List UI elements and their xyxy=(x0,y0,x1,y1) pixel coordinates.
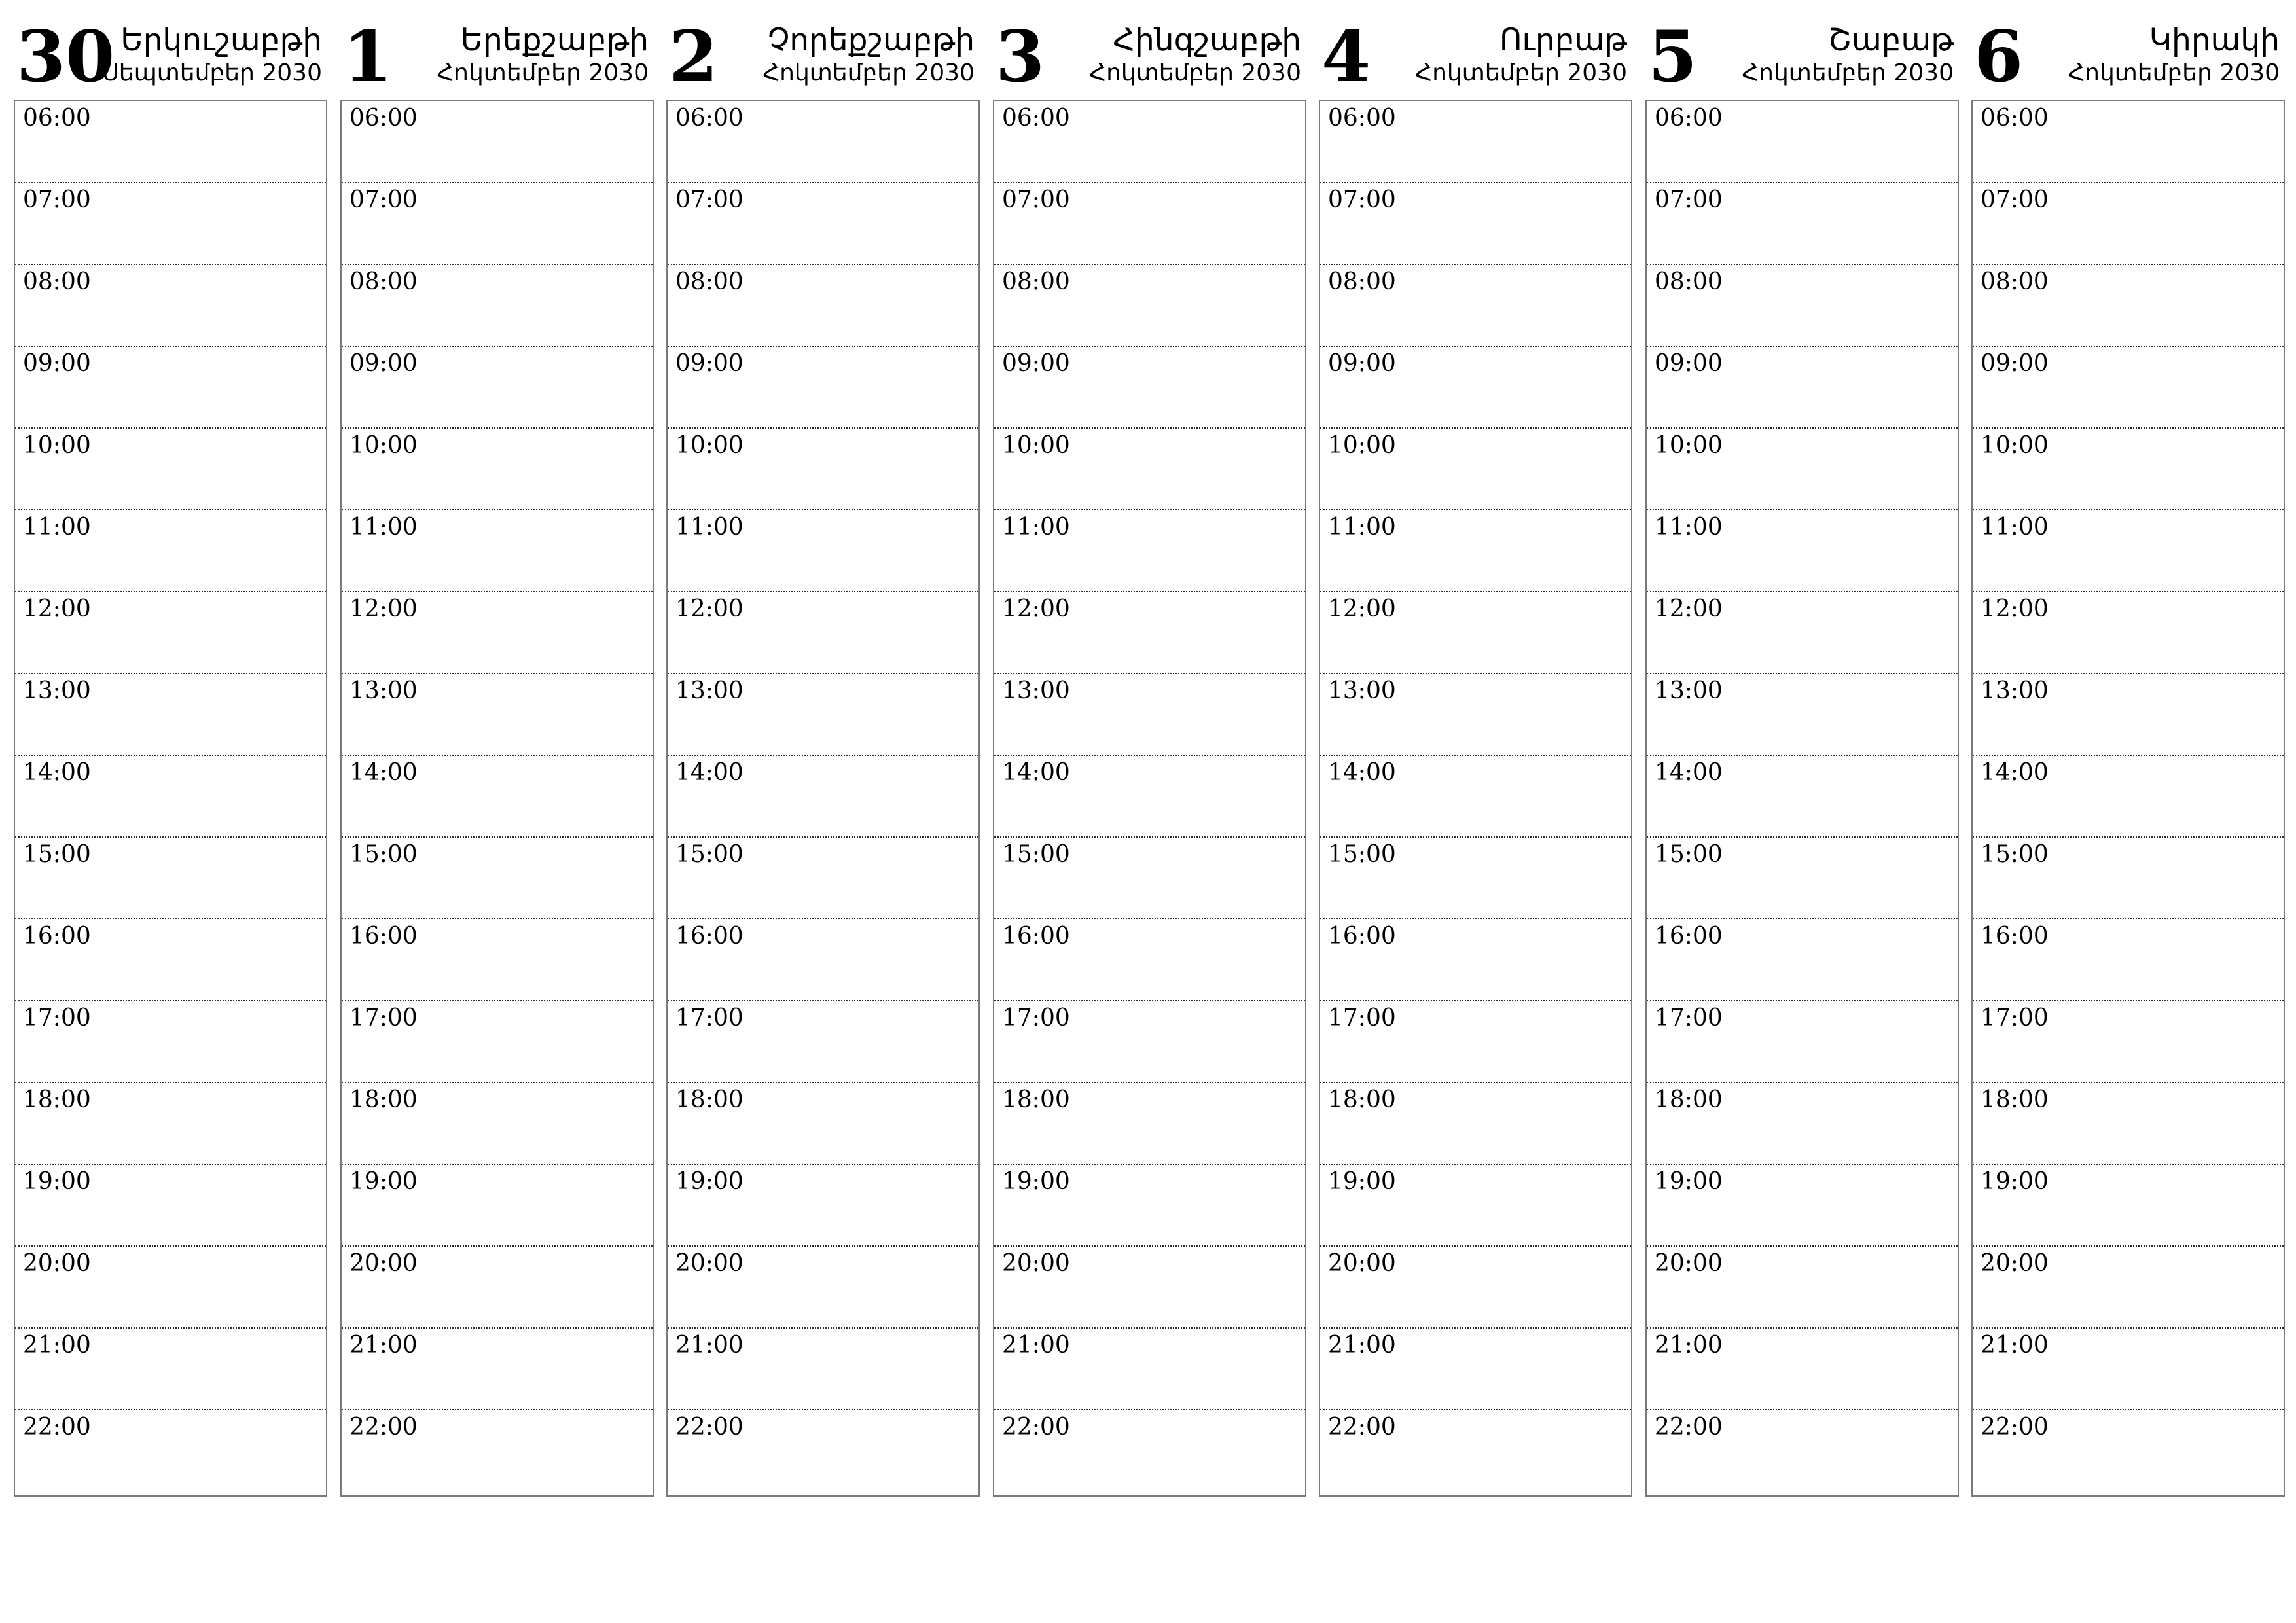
time-label: 15:00 xyxy=(1328,841,1396,868)
time-slot[interactable] xyxy=(994,1329,1305,1410)
time-label: 11:00 xyxy=(675,514,744,541)
time-slot[interactable] xyxy=(15,347,326,429)
time-label: 10:00 xyxy=(1655,432,1723,459)
time-label: 06:00 xyxy=(1002,105,1070,132)
time-slot[interactable] xyxy=(1320,674,1631,756)
day-month-year: Հոկտեմբեր 2030 xyxy=(2068,60,2280,86)
time-label: 13:00 xyxy=(1655,677,1723,704)
time-label: 20:00 xyxy=(1981,1250,2049,1277)
time-slot[interactable] xyxy=(668,1329,978,1410)
time-label: 14:00 xyxy=(1655,759,1723,786)
time-slot[interactable] xyxy=(1973,919,2284,1001)
time-slot[interactable] xyxy=(668,1247,978,1329)
time-slot[interactable] xyxy=(342,1329,653,1410)
day-number: 1 xyxy=(343,16,393,98)
time-slot[interactable] xyxy=(1647,1247,1958,1329)
time-slot[interactable] xyxy=(15,183,326,265)
time-slot[interactable] xyxy=(1320,592,1631,674)
time-label: 16:00 xyxy=(1655,923,1723,950)
time-label: 09:00 xyxy=(1981,350,2049,377)
time-slot[interactable] xyxy=(1647,1165,1958,1247)
time-slot[interactable] xyxy=(1973,756,2284,838)
time-slot[interactable] xyxy=(1320,1165,1631,1247)
time-slot[interactable] xyxy=(15,1329,326,1410)
time-slot[interactable] xyxy=(342,1083,653,1165)
time-label: 18:00 xyxy=(1655,1086,1723,1113)
time-label: 14:00 xyxy=(675,759,744,786)
time-slot[interactable] xyxy=(1973,183,2284,265)
time-label: 08:00 xyxy=(1328,268,1396,295)
time-label: 17:00 xyxy=(23,1005,91,1031)
time-label: 18:00 xyxy=(23,1086,91,1113)
time-label: 20:00 xyxy=(1655,1250,1723,1277)
time-label: 20:00 xyxy=(675,1250,744,1277)
time-slot[interactable] xyxy=(1320,429,1631,510)
time-slot[interactable] xyxy=(1320,1083,1631,1165)
time-slot[interactable] xyxy=(15,1083,326,1165)
time-label: 07:00 xyxy=(1981,187,2049,213)
time-slot[interactable] xyxy=(15,101,326,183)
day-schedule-box xyxy=(1319,100,1632,1497)
time-slot[interactable] xyxy=(15,429,326,510)
time-label: 13:00 xyxy=(23,677,91,704)
time-slot[interactable] xyxy=(1647,510,1958,592)
time-label: 22:00 xyxy=(675,1414,744,1440)
time-label: 14:00 xyxy=(1002,759,1070,786)
time-label: 21:00 xyxy=(675,1332,744,1359)
time-label: 15:00 xyxy=(1002,841,1070,868)
time-label: 22:00 xyxy=(1981,1414,2049,1440)
time-label: 09:00 xyxy=(1002,350,1070,377)
time-label: 17:00 xyxy=(1002,1005,1070,1031)
time-label: 13:00 xyxy=(1981,677,2049,704)
day-schedule-box xyxy=(1645,100,1959,1497)
time-label: 22:00 xyxy=(1002,1414,1070,1440)
time-slot[interactable] xyxy=(1320,1410,1631,1492)
time-label: 15:00 xyxy=(350,841,418,868)
time-slot[interactable] xyxy=(994,429,1305,510)
time-slot[interactable] xyxy=(668,838,978,919)
time-slot[interactable] xyxy=(994,347,1305,429)
time-slot[interactable] xyxy=(1647,919,1958,1001)
time-slot[interactable] xyxy=(1973,1247,2284,1329)
time-label: 19:00 xyxy=(1655,1168,1723,1195)
time-slot[interactable] xyxy=(15,674,326,756)
time-slot[interactable] xyxy=(15,592,326,674)
time-slot[interactable] xyxy=(994,1083,1305,1165)
time-slot[interactable] xyxy=(668,510,978,592)
time-slot[interactable] xyxy=(342,674,653,756)
time-label: 09:00 xyxy=(350,350,418,377)
time-label: 19:00 xyxy=(1002,1168,1070,1195)
time-label: 12:00 xyxy=(675,596,744,622)
time-slot[interactable] xyxy=(1647,756,1958,838)
day-number: 2 xyxy=(669,16,719,98)
day-header xyxy=(993,0,1306,98)
time-slot[interactable] xyxy=(1973,1165,2284,1247)
time-slot[interactable] xyxy=(1320,265,1631,347)
time-slot[interactable] xyxy=(994,674,1305,756)
time-slot[interactable] xyxy=(342,838,653,919)
time-label: 10:00 xyxy=(350,432,418,459)
time-label: 16:00 xyxy=(1328,923,1396,950)
day-schedule-box xyxy=(14,100,327,1497)
time-label: 16:00 xyxy=(1981,923,2049,950)
time-slot[interactable] xyxy=(1320,838,1631,919)
day-month-year: Հոկտեմբեր 2030 xyxy=(437,60,649,86)
time-slot[interactable] xyxy=(15,1410,326,1492)
time-label: 21:00 xyxy=(23,1332,91,1359)
time-label: 10:00 xyxy=(23,432,91,459)
day-month-year: Հոկտեմբեր 2030 xyxy=(1742,60,1954,86)
time-slot[interactable] xyxy=(668,592,978,674)
time-label: 15:00 xyxy=(675,841,744,868)
time-label: 07:00 xyxy=(350,187,418,213)
time-slot[interactable] xyxy=(1647,101,1958,183)
day-month-year: Սեպտեմբեր 2030 xyxy=(101,60,322,86)
time-label: 11:00 xyxy=(1002,514,1070,541)
day-header xyxy=(1319,0,1632,98)
time-slot[interactable] xyxy=(1320,756,1631,838)
day-schedule-box xyxy=(666,100,980,1497)
time-slot[interactable] xyxy=(15,1001,326,1083)
time-label: 12:00 xyxy=(1655,596,1723,622)
time-label: 06:00 xyxy=(23,105,91,132)
time-slot[interactable] xyxy=(1647,838,1958,919)
time-slot[interactable] xyxy=(668,101,978,183)
day-name: Երեքշաբթի xyxy=(460,22,649,58)
time-label: 14:00 xyxy=(1328,759,1396,786)
time-label: 12:00 xyxy=(1328,596,1396,622)
time-slot[interactable] xyxy=(342,919,653,1001)
day-header xyxy=(1971,0,2285,98)
time-label: 15:00 xyxy=(1981,841,2049,868)
time-slot[interactable] xyxy=(15,265,326,347)
time-label: 12:00 xyxy=(1981,596,2049,622)
time-slot[interactable] xyxy=(1320,183,1631,265)
time-label: 22:00 xyxy=(23,1414,91,1440)
day-number: 4 xyxy=(1321,16,1371,98)
time-slot[interactable] xyxy=(342,1410,653,1492)
time-slot[interactable] xyxy=(1973,592,2284,674)
time-label: 20:00 xyxy=(350,1250,418,1277)
day-name: Չորեքշաբթի xyxy=(767,22,975,58)
time-label: 17:00 xyxy=(350,1005,418,1031)
time-slot[interactable] xyxy=(994,1410,1305,1492)
day-month-year: Հոկտեմբեր 2030 xyxy=(1415,60,1627,86)
time-label: 21:00 xyxy=(1655,1332,1723,1359)
time-slot[interactable] xyxy=(342,429,653,510)
time-label: 08:00 xyxy=(350,268,418,295)
day-header xyxy=(340,0,654,98)
time-label: 10:00 xyxy=(1328,432,1396,459)
time-slot[interactable] xyxy=(1320,1247,1631,1329)
time-label: 22:00 xyxy=(1655,1414,1723,1440)
time-label: 19:00 xyxy=(1981,1168,2049,1195)
time-label: 17:00 xyxy=(1655,1005,1723,1031)
time-label: 06:00 xyxy=(350,105,418,132)
time-slot[interactable] xyxy=(15,838,326,919)
day-number: 6 xyxy=(1974,16,2024,98)
time-slot[interactable] xyxy=(342,183,653,265)
time-slot[interactable] xyxy=(1647,265,1958,347)
time-label: 13:00 xyxy=(1328,677,1396,704)
time-label: 15:00 xyxy=(23,841,91,868)
time-label: 16:00 xyxy=(675,923,744,950)
time-slot[interactable] xyxy=(668,919,978,1001)
time-label: 07:00 xyxy=(675,187,744,213)
time-label: 08:00 xyxy=(1981,268,2049,295)
time-label: 09:00 xyxy=(675,350,744,377)
time-label: 20:00 xyxy=(1002,1250,1070,1277)
day-name: Ուրբաթ xyxy=(1499,22,1627,58)
time-slot[interactable] xyxy=(668,1001,978,1083)
time-label: 12:00 xyxy=(23,596,91,622)
time-slot[interactable] xyxy=(1973,265,2284,347)
time-slot[interactable] xyxy=(1320,919,1631,1001)
day-name: Շաբաթ xyxy=(1828,22,1954,58)
time-label: 13:00 xyxy=(675,677,744,704)
time-slot[interactable] xyxy=(994,919,1305,1001)
time-slot[interactable] xyxy=(342,510,653,592)
day-header xyxy=(14,0,327,98)
time-label: 11:00 xyxy=(1981,514,2049,541)
time-label: 16:00 xyxy=(23,923,91,950)
time-label: 14:00 xyxy=(1981,759,2049,786)
time-label: 08:00 xyxy=(675,268,744,295)
day-header xyxy=(1645,0,1959,98)
time-label: 08:00 xyxy=(1002,268,1070,295)
time-slot[interactable] xyxy=(1647,1410,1958,1492)
time-label: 08:00 xyxy=(1655,268,1723,295)
time-slot[interactable] xyxy=(1973,838,2284,919)
time-slot[interactable] xyxy=(15,1165,326,1247)
time-slot[interactable] xyxy=(1647,1329,1958,1410)
time-label: 09:00 xyxy=(1328,350,1396,377)
day-month-year: Հոկտեմբեր 2030 xyxy=(762,60,975,86)
time-label: 19:00 xyxy=(675,1168,744,1195)
time-slot[interactable] xyxy=(1973,674,2284,756)
time-label: 09:00 xyxy=(1655,350,1723,377)
time-slot[interactable] xyxy=(1647,1001,1958,1083)
time-label: 14:00 xyxy=(350,759,418,786)
time-label: 12:00 xyxy=(1002,596,1070,622)
time-slot[interactable] xyxy=(668,1083,978,1165)
time-label: 18:00 xyxy=(1002,1086,1070,1113)
time-label: 22:00 xyxy=(1328,1414,1396,1440)
day-name: Երկուշաբթի xyxy=(120,22,322,58)
time-label: 20:00 xyxy=(1328,1250,1396,1277)
time-slot[interactable] xyxy=(1647,592,1958,674)
time-slot[interactable] xyxy=(994,838,1305,919)
time-label: 09:00 xyxy=(23,350,91,377)
time-label: 18:00 xyxy=(350,1086,418,1113)
time-slot[interactable] xyxy=(668,183,978,265)
day-number: 30 xyxy=(16,16,115,98)
day-schedule-box xyxy=(340,100,654,1497)
time-slot[interactable] xyxy=(342,592,653,674)
time-slot[interactable] xyxy=(994,1165,1305,1247)
time-slot[interactable] xyxy=(1647,183,1958,265)
time-label: 13:00 xyxy=(350,677,418,704)
time-slot[interactable] xyxy=(994,265,1305,347)
time-slot[interactable] xyxy=(994,183,1305,265)
time-label: 19:00 xyxy=(350,1168,418,1195)
time-label: 21:00 xyxy=(1002,1332,1070,1359)
day-name: Կիրակի xyxy=(2149,22,2280,58)
time-slot[interactable] xyxy=(15,1247,326,1329)
time-slot[interactable] xyxy=(342,756,653,838)
day-number: 5 xyxy=(1648,16,1698,98)
time-slot[interactable] xyxy=(342,1001,653,1083)
time-label: 18:00 xyxy=(675,1086,744,1113)
time-label: 18:00 xyxy=(1981,1086,2049,1113)
time-slot[interactable] xyxy=(15,919,326,1001)
time-label: 18:00 xyxy=(1328,1086,1396,1113)
time-slot[interactable] xyxy=(1973,1083,2284,1165)
time-label: 07:00 xyxy=(23,187,91,213)
time-label: 17:00 xyxy=(1328,1005,1396,1031)
time-label: 13:00 xyxy=(1002,677,1070,704)
time-slot[interactable] xyxy=(668,429,978,510)
time-slot[interactable] xyxy=(668,1410,978,1492)
time-label: 11:00 xyxy=(1328,514,1396,541)
time-label: 11:00 xyxy=(23,514,91,541)
time-label: 06:00 xyxy=(1328,105,1396,132)
time-label: 19:00 xyxy=(1328,1168,1396,1195)
time-slot[interactable] xyxy=(994,510,1305,592)
day-schedule-box xyxy=(1971,100,2285,1497)
time-slot[interactable] xyxy=(668,756,978,838)
time-label: 10:00 xyxy=(1981,432,2049,459)
time-slot[interactable] xyxy=(1320,510,1631,592)
time-label: 11:00 xyxy=(1655,514,1723,541)
time-label: 21:00 xyxy=(1981,1332,2049,1359)
time-label: 06:00 xyxy=(675,105,744,132)
time-label: 06:00 xyxy=(1655,105,1723,132)
time-label: 07:00 xyxy=(1328,187,1396,213)
time-label: 21:00 xyxy=(1328,1332,1396,1359)
time-slot[interactable] xyxy=(994,1247,1305,1329)
time-slot[interactable] xyxy=(1647,347,1958,429)
day-number: 3 xyxy=(996,16,1045,98)
time-slot[interactable] xyxy=(1973,1329,2284,1410)
time-slot[interactable] xyxy=(1973,101,2284,183)
time-slot[interactable] xyxy=(1973,429,2284,510)
time-label: 14:00 xyxy=(23,759,91,786)
time-slot[interactable] xyxy=(15,756,326,838)
time-label: 16:00 xyxy=(1002,923,1070,950)
time-slot[interactable] xyxy=(668,265,978,347)
time-slot[interactable] xyxy=(1320,1001,1631,1083)
time-label: 07:00 xyxy=(1002,187,1070,213)
day-month-year: Հոկտեմբեր 2030 xyxy=(1089,60,1301,86)
time-slot[interactable] xyxy=(994,592,1305,674)
time-label: 19:00 xyxy=(23,1168,91,1195)
time-slot[interactable] xyxy=(1973,1410,2284,1492)
time-label: 22:00 xyxy=(350,1414,418,1440)
time-slot[interactable] xyxy=(1647,1083,1958,1165)
time-slot[interactable] xyxy=(1973,1001,2284,1083)
time-slot[interactable] xyxy=(342,347,653,429)
time-label: 07:00 xyxy=(1655,187,1723,213)
time-label: 08:00 xyxy=(23,268,91,295)
day-header xyxy=(666,0,980,98)
time-label: 12:00 xyxy=(350,596,418,622)
time-slot[interactable] xyxy=(1973,510,2284,592)
time-slot[interactable] xyxy=(1320,101,1631,183)
time-slot[interactable] xyxy=(342,1247,653,1329)
time-slot[interactable] xyxy=(994,101,1305,183)
time-label: 15:00 xyxy=(1655,841,1723,868)
time-slot[interactable] xyxy=(1320,347,1631,429)
day-name: Հինգշաբթի xyxy=(1113,22,1301,58)
time-slot[interactable] xyxy=(994,1001,1305,1083)
time-label: 10:00 xyxy=(675,432,744,459)
time-slot[interactable] xyxy=(1647,429,1958,510)
day-schedule-box xyxy=(993,100,1306,1497)
time-slot[interactable] xyxy=(994,756,1305,838)
time-slot[interactable] xyxy=(1320,1329,1631,1410)
time-label: 21:00 xyxy=(350,1332,418,1359)
time-label: 16:00 xyxy=(350,923,418,950)
time-label: 10:00 xyxy=(1002,432,1070,459)
time-slot[interactable] xyxy=(668,347,978,429)
time-label: 11:00 xyxy=(350,514,418,541)
time-slot[interactable] xyxy=(15,510,326,592)
time-slot[interactable] xyxy=(668,1165,978,1247)
time-label: 20:00 xyxy=(23,1250,91,1277)
time-slot[interactable] xyxy=(342,101,653,183)
time-label: 17:00 xyxy=(1981,1005,2049,1031)
time-slot[interactable] xyxy=(668,674,978,756)
time-slot[interactable] xyxy=(1973,347,2284,429)
time-slot[interactable] xyxy=(342,1165,653,1247)
time-slot[interactable] xyxy=(1647,674,1958,756)
time-label: 17:00 xyxy=(675,1005,744,1031)
time-slot[interactable] xyxy=(342,265,653,347)
time-label: 06:00 xyxy=(1981,105,2049,132)
